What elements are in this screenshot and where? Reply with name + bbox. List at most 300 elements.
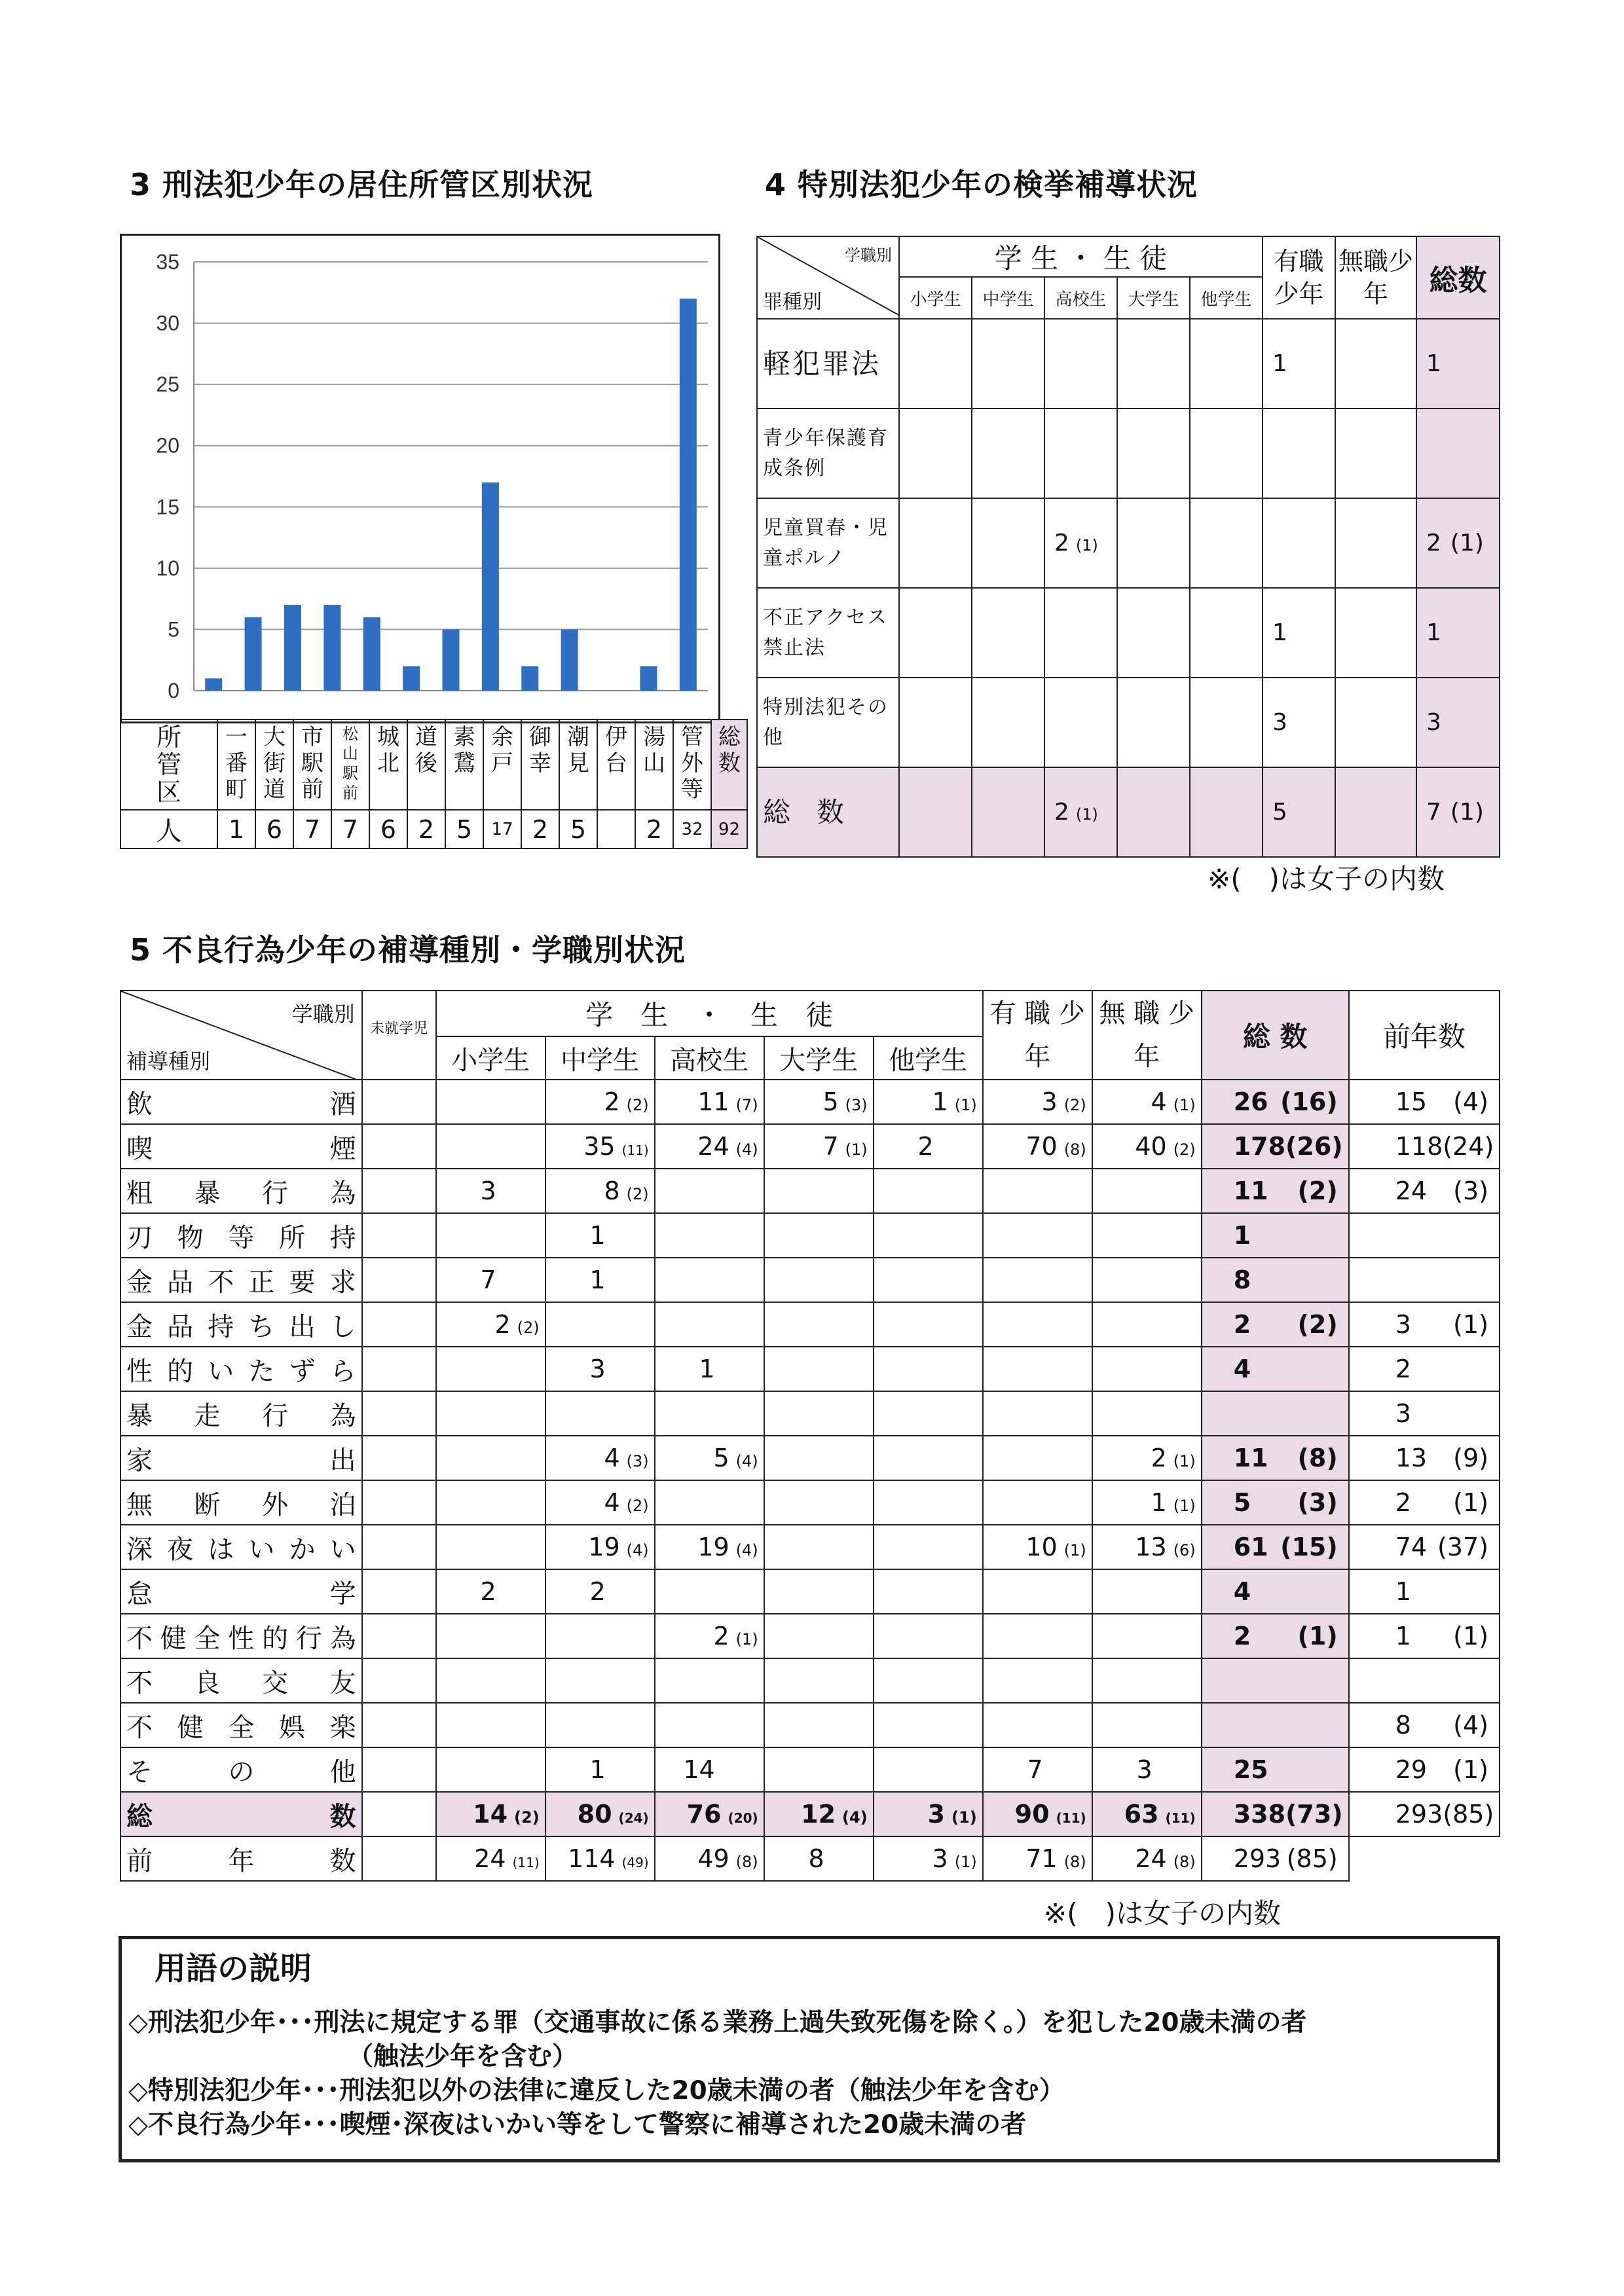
s5-cell-value: 11 [697,1087,729,1116]
s5-cell [436,1747,545,1792]
s4-cell [1335,678,1416,767]
s5-cell [764,1792,874,1836]
s5-cell [874,1792,983,1836]
s4-row-label: 青少年保護育成条例 [757,409,899,498]
s5-row-label: 喫 煙 [120,1124,362,1169]
s3-col-余戸: 余戸 [483,720,521,810]
s5-prev-value: 24 [1395,1176,1428,1205]
s5-cell [545,1836,655,1881]
s5-prev-female: (1) [1453,1310,1488,1339]
s5-cell [655,1836,764,1881]
s5-cell [436,1258,545,1302]
s5-prev-value: 29 [1395,1755,1428,1784]
s5-sub-高校生: 高校生 [655,1036,764,1080]
s5-total-value: 2 [1233,1310,1251,1339]
s5-cell-value: 13 [1135,1533,1167,1561]
s4-cell [1263,767,1335,857]
s5-cell [436,1080,545,1124]
s5-cell [362,1080,436,1124]
y-tick-label: 5 [168,617,179,642]
s5-cell-female: (8) [1063,1853,1086,1871]
s5-prev-female: (1) [1453,1755,1488,1784]
s4-cell [899,319,972,409]
s5-cell [436,1525,545,1569]
s5-row-label: 不 健 全 娯 楽 [120,1703,362,1747]
s5-hdr-mishugaku: 未就学児 [362,991,436,1080]
s4-cell-female: (1) [1075,805,1098,824]
s5-row-prev [1349,1258,1500,1302]
s5-cell [983,1080,1092,1124]
s5-cell [764,1391,874,1436]
bar-余戸 [482,483,499,691]
s5-prev-value: 2 [1395,1488,1411,1517]
s5-cell-female: (2) [626,1096,649,1114]
s5-cell-female: (3) [845,1096,868,1114]
s5-prev-value: 1 [1395,1577,1411,1606]
s5-cell-female: (49) [621,1855,649,1870]
s5-sub-中学生: 中学生 [545,1036,655,1080]
s5-cell-value: 1 [699,1355,715,1383]
s4-row-label: 軽犯罪法 [757,319,899,409]
s5-row-prev [1349,1569,1500,1614]
s5-row-total [1202,1302,1349,1347]
section5-title: 5 不良行為少年の補導種別・学職別状況 [130,932,686,968]
s5-prev-value: 8 [1395,1711,1411,1740]
s5-cell [362,1480,436,1525]
s5-hdr-mushoku: 無 職 少 年 [1092,991,1202,1080]
s4-cell [972,319,1044,409]
s5-cell [983,1302,1092,1347]
s5-cell [655,1169,764,1213]
s4-cell [1117,767,1190,857]
s5-cell-value: 80 [577,1800,612,1829]
s5-cell-female: (1) [951,1808,977,1827]
s5-cell [655,1124,764,1169]
s5-row-prev [1349,1169,1500,1213]
s5-cell-value: 2 [917,1132,934,1161]
s5-row [120,1658,1500,1703]
s4-sub-小学生: 小学生 [899,277,972,319]
s5-cell-value: 24 [1135,1844,1167,1873]
s3-col-大街道: 大街道 [255,720,293,810]
s5-cell [436,1169,545,1213]
s5-cell [764,1747,874,1792]
y-tick-label: 35 [156,250,179,274]
s5-cell [1092,1436,1202,1480]
s5-cell [545,1436,655,1480]
s5-row-total [1202,1391,1349,1436]
s4-cell [1117,588,1190,678]
s5-total-value: 4 [1233,1577,1251,1606]
s5-cell [764,1169,874,1213]
s4-hdr-student: 学 生 ・ 生 徒 [899,236,1263,277]
s5-cell [436,1213,545,1258]
s5-cell-value: 1 [589,1221,606,1250]
s5-cell [545,1747,655,1792]
s4-row [757,767,1500,857]
s5-row-prev [1349,1792,1500,1836]
s5-total-female: (1) [1297,1622,1338,1650]
s3-col-素鵞: 素鵞 [445,720,483,810]
s5-cell [362,1124,436,1169]
s5-cell [436,1347,545,1391]
s4-cell-value: 2 [1054,530,1069,556]
s5-row-prev [1349,1391,1500,1436]
s5-cell [983,1703,1092,1747]
s5-row [120,1703,1500,1747]
s4-row-total [1416,767,1500,857]
s5-total-value: 25 [1233,1755,1268,1784]
s5-cell-female: (1) [1173,1452,1196,1470]
s5-row-label: 金 品 持 ち 出 し [120,1302,362,1347]
s5-cell [655,1347,764,1391]
s5-cell-value: 14 [473,1800,508,1829]
s5-cell-female: (2) [514,1808,540,1827]
s4-corner-cell [757,236,899,319]
s4-cell-female: (1) [1075,536,1098,555]
s5-cell [545,1480,655,1525]
s5-row-total [1202,1258,1349,1302]
s4-sub-中学生: 中学生 [972,277,1044,319]
s3-value-総数: 92 [711,810,747,848]
s5-cell-female: (1) [1173,1497,1196,1515]
s3-col-伊台: 伊台 [597,720,635,810]
s3-value-松山駅前: 7 [331,810,369,848]
s3-value-一番町: 1 [217,810,255,848]
s5-cell-value: 3 [1136,1755,1153,1784]
s5-cell [764,1436,874,1480]
s5-prev-value: 293 [1395,1800,1443,1829]
s3-value-御幸: 2 [521,810,559,848]
s5-cell-female: (2) [626,1497,649,1515]
s4-cell [899,409,972,498]
s5-cell [764,1525,874,1569]
s4-cell [972,588,1044,678]
s3-value-素鵞: 5 [445,810,483,848]
s5-cell [655,1391,764,1436]
s5-row [120,1347,1500,1391]
s4-hdr-total: 総数 [1416,236,1500,319]
s5-cell-female: (1) [1063,1541,1086,1559]
s3-col-管外等: 管外等 [673,720,711,810]
s5-row-total [1202,1347,1349,1391]
s4-total-value: 1 [1426,619,1441,646]
y-tick-label: 25 [156,373,179,397]
s4-row-label: 特別法犯その他 [757,678,899,767]
s5-cell [655,1614,764,1658]
s5-cell [362,1614,436,1658]
s5-total-value: 11 [1233,1444,1268,1472]
glossary-line-1b: （触法少年を含む） [348,2042,578,2071]
s4-cell [1335,498,1416,588]
s4-cell [1190,498,1263,588]
s5-cell [655,1703,764,1747]
s5-cell [1092,1124,1202,1169]
s5-cell-value: 114 [568,1844,616,1873]
s5-cell [655,1436,764,1480]
glossary-box [119,1936,1500,2162]
s5-cell [362,1169,436,1213]
s5-row-total [1202,1169,1349,1213]
s5-cell [655,1213,764,1258]
s5-cell-value: 3 [1041,1087,1058,1116]
s5-row-prev [1349,1658,1500,1703]
s5-prev-value: 3 [1395,1399,1411,1428]
s5-cell [874,1124,983,1169]
s5-prev-value: 118 [1395,1132,1443,1161]
s5-row-total [1202,1703,1349,1747]
s4-hdr-gakushoku: 学職別 [845,246,892,264]
s5-prev-female: (85) [1443,1800,1494,1829]
s5-cell-value: 3 [932,1844,948,1873]
s4-row [757,588,1500,678]
s5-cell-value: 3 [927,1800,946,1829]
s5-cell-value: 2 [589,1577,606,1606]
s5-row-total [1202,1569,1349,1614]
s5-row-label: 金 品 不 正 要 求 [120,1258,362,1302]
s5-cell-value: 71 [1025,1844,1058,1873]
s5-row [120,1213,1500,1258]
s5-row-prev [1349,1213,1500,1258]
s5-cell [983,1124,1092,1169]
s5-row-prev [1349,1614,1500,1658]
s5-row-prev [1349,1436,1500,1480]
s5-cell [1092,1258,1202,1302]
s5-prev-female: (24) [1443,1132,1494,1161]
s4-cell [1044,678,1117,767]
s3-col-市駅前: 市駅前 [293,720,331,810]
s5-row-total [1202,1747,1349,1792]
s5-cell-female: (11) [1056,1810,1086,1826]
s5-prev-value: 74 [1395,1533,1428,1561]
s5-cell [545,1658,655,1703]
s5-cell [874,1258,983,1302]
s4-cell [1335,319,1416,409]
s5-cell-female: (2) [1063,1096,1086,1114]
s5-cell [545,1169,655,1213]
s5-cell [436,1124,545,1169]
s5-cell [874,1703,983,1747]
bar-一番町 [205,678,222,691]
s5-cell [436,1658,545,1703]
s4-cell [1263,588,1335,678]
s5-cell-female: (2) [626,1185,649,1203]
s5-cell-value: 10 [1025,1533,1058,1561]
s5-cell [874,1747,983,1792]
s5-total-value: 61 [1233,1533,1268,1561]
s5-row-prev [1349,1525,1500,1569]
s4-sub-他学生: 他学生 [1190,277,1263,319]
s5-row [120,1302,1500,1347]
s5-empty-cell [1349,1836,1500,1881]
s5-cell [436,1703,545,1747]
s5-cell [764,1614,874,1658]
s5-row-prev [1349,1480,1500,1525]
bar-湯山 [640,666,657,691]
s4-row-total [1416,319,1500,409]
s5-prev-female: (37) [1437,1533,1488,1561]
s4-row-total [1416,588,1500,678]
s5-cell-value: 12 [801,1800,836,1829]
s4-cell-value: 5 [1272,799,1287,826]
section3-title: 3 刑法犯少年の居住所管区別状況 [130,167,594,202]
s4-cell [1190,588,1263,678]
s5-cell [1092,1347,1202,1391]
s3-value-大街道: 6 [255,810,293,848]
s5-cell [362,1569,436,1614]
s5-row-label: 不 良 交 友 [120,1658,362,1703]
s4-cell [1190,767,1263,857]
s5-cell [436,1836,545,1881]
s3-value-余戸: 17 [483,810,521,848]
s5-cell [1092,1080,1202,1124]
s5-prev-female: (1) [1453,1622,1488,1650]
s5-sub-小学生: 小学生 [436,1036,545,1080]
s4-row-label: 児童買春・児童ポルノ [757,498,899,588]
s4-cell [972,409,1044,498]
s5-cell-value: 19 [697,1533,729,1561]
s5-cell [874,1213,983,1258]
s3-col-総数: 総数 [711,720,747,810]
s5-cell [874,1080,983,1124]
s5-total-value: 1 [1233,1221,1251,1250]
glossary-title: 用語の説明 [155,1950,312,1987]
s4-cell [1190,319,1263,409]
s5-cell [436,1792,545,1836]
s4-row-total [1416,678,1500,767]
special-law-table [756,236,1500,858]
s5-cell-female: (2) [517,1319,540,1337]
s5-cell [362,1258,436,1302]
s5-cell-female: (1) [845,1140,868,1159]
s4-cell [899,678,972,767]
s5-cell [655,1569,764,1614]
s5-row-label: 総 数 [120,1792,362,1836]
s4-cell [1044,498,1117,588]
s5-cell [362,1836,436,1881]
bar-大街道 [245,617,262,691]
s4-cell [1044,588,1117,678]
s4-cell [1044,319,1117,409]
s5-cell-value: 1 [932,1087,948,1116]
s4-cell [972,678,1044,767]
s3-value-湯山: 2 [635,810,673,848]
y-tick-label: 0 [168,679,179,702]
s5-prev-value: 3 [1395,1310,1411,1339]
s4-hdr-zaishu: 罪種別 [763,291,822,314]
s5-cell [874,1569,983,1614]
s5-prev-female: (4) [1453,1087,1488,1116]
s5-total-female: (3) [1297,1488,1338,1517]
s5-cell [874,1169,983,1213]
misconduct-table [120,990,1500,1882]
s5-cell-female: (6) [1173,1541,1196,1559]
s5-row-label: 無 断 外 泊 [120,1480,362,1525]
s5-cell-female: (1) [735,1630,758,1649]
s5-row [120,1480,1500,1525]
s4-sub-大学生: 大学生 [1117,277,1190,319]
s5-cell-value: 2 [713,1622,729,1650]
s5-cell [764,1836,874,1881]
s5-row [120,1258,1500,1302]
s5-prev-female: (1) [1453,1488,1488,1517]
s4-row [757,319,1500,409]
s5-cell-female: (2) [1173,1140,1196,1159]
s4-hdr-yushoku: 有職少年 [1263,236,1335,319]
s4-hdr-mushoku: 無職少年 [1335,236,1416,319]
s5-cell-female: (1) [1173,1096,1196,1114]
s5-row-prev [1349,1302,1500,1347]
s4-cell [1044,409,1117,498]
s5-row-total [1202,1124,1349,1169]
s5-cell [983,1525,1092,1569]
s4-row-total [1416,409,1500,498]
section4-title: 4 特別法犯少年の検挙補導状況 [765,167,1198,202]
s5-cell [545,1080,655,1124]
s5-cell [983,1480,1092,1525]
s5-cell-female: (4) [842,1808,868,1827]
s5-cell [545,1258,655,1302]
s5-cell-female: (1) [954,1853,977,1871]
s3-value-管外等: 32 [673,810,711,848]
s5-cell [983,1169,1092,1213]
s5-total-female: (26) [1285,1132,1343,1161]
s5-hdr-prev: 前年数 [1349,991,1500,1080]
s3-row-label: 人 [120,810,217,848]
s5-cell [655,1747,764,1792]
s5-cell [545,1213,655,1258]
s5-prev-female: (9) [1453,1444,1488,1472]
s5-row [120,1080,1500,1124]
s5-row-label: 深 夜 は い か い [120,1525,362,1569]
s4-cell-value: 1 [1272,350,1287,377]
s5-cell-value: 40 [1135,1132,1167,1161]
s4-cell-value: 2 [1054,799,1069,826]
s5-cell-value: 4 [1151,1087,1167,1116]
s5-row-total [1202,1525,1349,1569]
s5-cell-female: (24) [618,1810,649,1826]
s5-row [120,1525,1500,1569]
s5-cell-value: 2 [494,1310,511,1339]
s5-row-label: 前 年 数 [120,1836,362,1881]
s4-cell [1117,319,1190,409]
s5-row-prev [1349,1347,1500,1391]
s5-cell [874,1436,983,1480]
s5-cell [655,1258,764,1302]
s5-cell [362,1391,436,1436]
s5-row-total [1202,1080,1349,1124]
s3-value-伊台 [597,810,635,848]
s4-cell [1335,767,1416,857]
s5-cell [764,1258,874,1302]
s5-cell [874,1347,983,1391]
s5-cell [362,1747,436,1792]
s5-total-value: 293 [1233,1844,1282,1873]
s4-cell [899,588,972,678]
s5-row-prev [1349,1080,1500,1124]
bar-管外等 [680,299,697,691]
s5-cell [983,1347,1092,1391]
s5-cell-value: 76 [686,1800,722,1829]
s5-row-prev [1349,1747,1500,1792]
s5-cell-female: (4) [735,1452,758,1470]
s5-row [120,1747,1500,1792]
s5-cell [655,1525,764,1569]
s5-cell-female: (4) [626,1541,649,1559]
s5-row-total [1202,1614,1349,1658]
s5-cell [436,1302,545,1347]
s5-cell [1092,1525,1202,1569]
